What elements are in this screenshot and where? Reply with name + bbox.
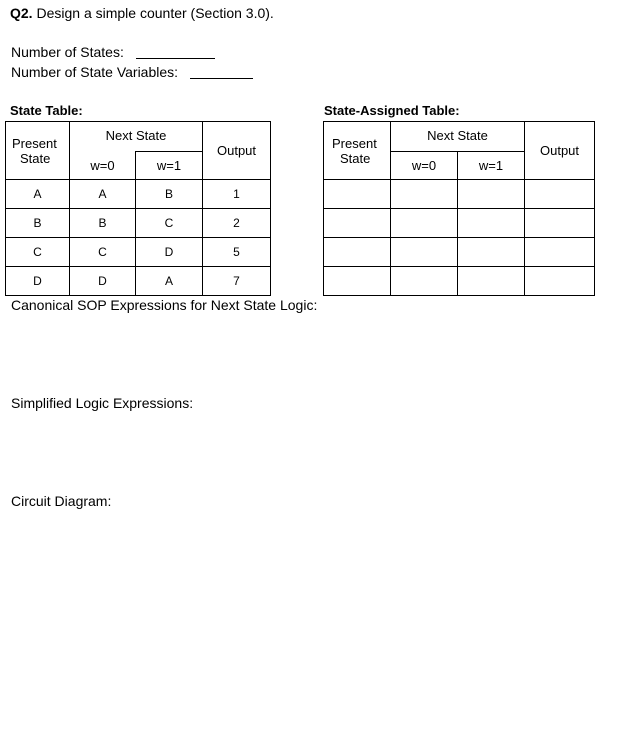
simplified-expressions-heading: Simplified Logic Expressions: [11,395,194,411]
next-w1-cell: C [136,209,203,238]
next-state-header: Next State [70,122,203,152]
circuit-diagram-heading: Circuit Diagram: [11,493,112,509]
next-w0-cell: C [70,238,136,267]
blank-cell[interactable] [324,267,391,296]
output-cell: 5 [203,238,271,267]
next-w1-cell: B [136,180,203,209]
blank-cell[interactable] [324,238,391,267]
assigned-table [323,121,595,296]
table-row [324,267,595,296]
assigned-w1-header: w=1 [458,152,525,180]
assigned-present-state-header: Present State [324,122,391,180]
output-cell: 2 [203,209,271,238]
state-table [5,121,271,296]
blank-cell[interactable] [391,180,458,209]
table-row [6,209,271,238]
blank-cell[interactable] [391,209,458,238]
table-row [6,267,271,296]
present-cell: D [6,267,70,296]
next-w1-cell: D [136,238,203,267]
question-text: Design a simple counter (Section 3.0). [36,5,274,21]
table-row [324,180,595,209]
next-w0-cell: A [70,180,136,209]
present-cell: B [6,209,70,238]
assigned-w0-header: w=0 [391,152,458,180]
w1-header: w=1 [136,152,203,180]
next-w0-cell: B [70,209,136,238]
table-row [6,238,271,267]
blank-cell[interactable] [525,238,595,267]
w0-header: w=0 [70,152,136,180]
blank-cell[interactable] [525,180,595,209]
blank-cell[interactable] [391,238,458,267]
next-w0-cell: D [70,267,136,296]
blank-cell[interactable] [525,209,595,238]
blank-cell[interactable] [458,209,525,238]
output-header: Output [203,122,271,180]
assigned-next-state-header: Next State [391,122,525,152]
num-states-label: Number of States: [11,44,124,60]
blank-cell[interactable] [391,267,458,296]
next-w1-cell: A [136,267,203,296]
num-states-blank[interactable] [136,58,215,59]
output-cell: 1 [203,180,271,209]
output-cell: 7 [203,267,271,296]
blank-cell[interactable] [458,238,525,267]
num-state-vars-label: Number of State Variables: [11,64,179,80]
table-row [324,209,595,238]
blank-cell[interactable] [324,180,391,209]
present-state-header: Present State [6,122,70,180]
question-heading [10,5,274,21]
present-cell: A [6,180,70,209]
blank-cell[interactable] [458,267,525,296]
table-row [324,238,595,267]
num-state-vars-blank[interactable] [190,78,253,79]
blank-cell[interactable] [525,267,595,296]
blank-cell[interactable] [324,209,391,238]
canonical-sop-heading: Canonical SOP Expressions for Next State Logic: [11,297,318,313]
blank-cell[interactable] [458,180,525,209]
assigned-table-title: State-Assigned Table: [324,103,460,118]
present-cell: C [6,238,70,267]
table-row [6,180,271,209]
state-table-title: State Table: [10,103,83,118]
question-number: Q2. [10,5,33,21]
assigned-output-header: Output [525,122,595,180]
